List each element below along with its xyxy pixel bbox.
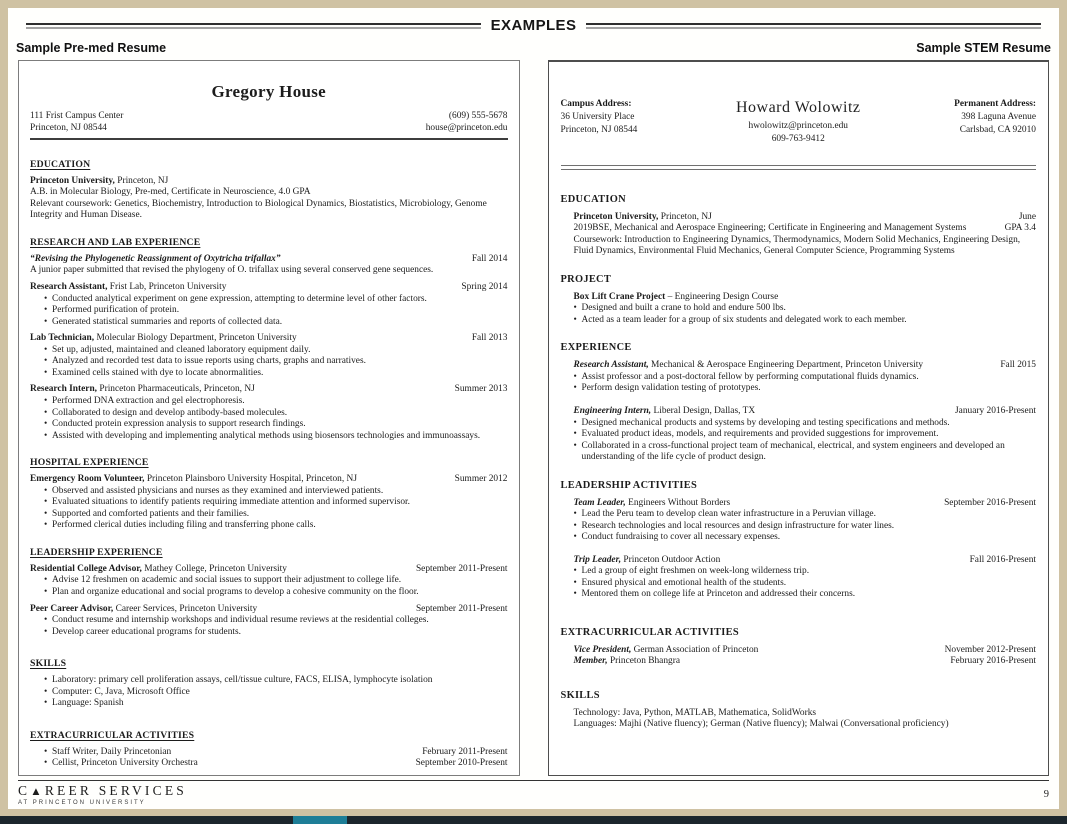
entry-heading: [574, 498, 1037, 510]
entry-title: Research Assistant,: [573, 360, 649, 371]
section-heading: EXTRACURRICULAR ACTIVITIES: [560, 627, 739, 639]
entry-subtitle: Engineers Without Borders: [625, 497, 731, 508]
bullet-list: [30, 396, 508, 442]
bullet-row: [30, 758, 508, 770]
bullet-row: [30, 747, 508, 759]
bullet-list: [574, 418, 1037, 464]
address-line: 398 Laguna Avenue: [961, 111, 1036, 122]
address-block: [30, 110, 123, 135]
resume-entry: [30, 176, 508, 222]
resume-section: [30, 658, 508, 710]
entry-heading: [574, 223, 1037, 235]
entry-subtitle: 2019BSE, Mechanical and Aerospace Engineering; Certificate in Engineering and Management Systems: [573, 223, 967, 234]
entry-date: January 2016-Present: [955, 405, 1036, 416]
page-footer: [18, 780, 1049, 806]
career-services-logo: [18, 783, 187, 806]
bullet-item: • Supported and comforted patients and their families.: [44, 509, 508, 521]
entry-heading: [30, 384, 508, 396]
entry-date: September 2011-Present: [415, 563, 508, 574]
entry-title: Peer Career Advisor,: [30, 603, 114, 614]
resume-entry: [574, 708, 1037, 731]
resume-sections: [30, 159, 508, 770]
contact-block: [426, 110, 508, 135]
bullet-item: • Examined cells stained with dye to locate abnormalities.: [44, 368, 508, 380]
address-line: 36 University Place: [560, 111, 635, 122]
entry-line: A junior paper submitted that revised the phylogeny of O. trifallax using several conserved gene sequences.: [30, 265, 434, 276]
premed-resume-box: [18, 60, 520, 776]
examples-banner: [8, 8, 1059, 34]
resume-entry: [30, 564, 508, 599]
address-line: Princeton, NJ 08544: [560, 124, 638, 135]
section-heading: EXPERIENCE: [560, 342, 632, 354]
entry-date: June: [1018, 211, 1036, 222]
resume-entry: [574, 406, 1037, 464]
bullet-item: • Led a group of eight freshmen on week-long wilderness trip.: [574, 566, 1037, 578]
entry-date: Fall 2013: [471, 333, 508, 344]
bullet-item: • Research technologies and local resources and design infrastructure for water lines.: [574, 521, 1037, 533]
entry-line: Languages: Majhi (Native fluency); German (Native fluency); Malwai (Conversational proficiency): [573, 719, 949, 730]
resume-name: Gregory House: [211, 82, 327, 101]
page-number: 9: [1043, 789, 1049, 800]
bullet-list: [30, 575, 508, 598]
resume-entry: [574, 360, 1037, 395]
brand-text: REER SERVICES: [44, 783, 187, 798]
stem-resume-label: Sample STEM Resume: [916, 41, 1051, 55]
phone-number: (609) 555-5678: [448, 110, 508, 121]
entry-line: Relevant coursework: Genetics, Biochemistry, Introduction to Biological Dynamics, Biostatistics, Microbiology, Genome Integrity and Human Disease.: [30, 198, 487, 221]
bullet-item: • Conducted protein expression analysis to support research findings.: [44, 419, 508, 431]
entry-date: Fall 2016-Present: [969, 554, 1036, 565]
entry-heading-text: [574, 645, 937, 657]
entry-heading-text: [574, 223, 997, 235]
resume-section: [561, 690, 1037, 731]
entry-heading-text: [30, 384, 447, 396]
bottom-edge-accent: [293, 816, 347, 824]
bullet-item: • Perform design validation testing of prototypes.: [574, 383, 1037, 395]
bullet-item: • Analyzed and recorded test data to issue reports using charts, graphs and narratives.: [44, 356, 508, 368]
entry-title: Emergency Room Volunteer,: [30, 474, 145, 485]
bullet-item: • Language: Spanish: [44, 698, 508, 710]
resume-section: [30, 730, 508, 770]
bullet-item: • Acted as a team leader for a group of six students and delegated work to each member.: [574, 315, 1037, 327]
permanent-address-label: Permanent Address:: [954, 99, 1036, 109]
resume-entry: [30, 747, 508, 770]
entry-line: Technology: Java, Python, MATLAB, Mathematica, SolidWorks: [573, 707, 817, 718]
resume-section: [561, 342, 1037, 463]
address-line: Princeton, NJ 08544: [30, 123, 107, 134]
brand-text: C: [18, 783, 31, 798]
bullet-list: [30, 486, 508, 532]
entry-title: Princeton University,: [573, 211, 659, 222]
bullet-item: • Assisted with developing and implementing analytical methods using biosensors technologies and immunoassays.: [44, 431, 508, 443]
entry-date: Spring 2014: [461, 281, 508, 292]
entry-title: Team Leader,: [573, 497, 626, 508]
resume-sections: [561, 194, 1037, 731]
resume-entry: [574, 498, 1037, 544]
entry-heading: [574, 360, 1037, 372]
entry-title: Member,: [573, 656, 608, 667]
campus-address-label: Campus Address:: [560, 99, 632, 109]
entry-date: September 2016-Present: [944, 497, 1036, 508]
entry-heading: [574, 292, 1037, 304]
entry-subtitle: Career Services, Princeton University: [113, 603, 258, 614]
entry-heading: [574, 555, 1037, 567]
entry-date: February 2016-Present: [950, 656, 1036, 667]
bullet-item: • Designed mechanical products and systems by developing and testing specifications and methods.: [574, 418, 1037, 430]
entry-subtitle: Princeton, NJ: [658, 211, 712, 222]
header-rule: [561, 165, 1037, 170]
section-heading: RESEARCH AND LAB EXPERIENCE: [30, 236, 201, 248]
section-heading: EDUCATION: [560, 193, 626, 205]
resume-section: [30, 159, 508, 222]
entry-heading: [30, 474, 508, 486]
resume-contact-row: [30, 110, 508, 135]
bullet-item: • Performed clerical duties including filing and transferring phone calls.: [44, 520, 508, 532]
stem-resume-box: [548, 60, 1050, 776]
triangle-a-icon: ▲: [30, 786, 45, 798]
resume-section: [30, 237, 508, 442]
bullet-item: • Computer: C, Java, Microsoft Office: [44, 687, 508, 699]
bullet-item: • Advise 12 freshmen on academic and social issues to support their adjustment to college life.: [44, 575, 508, 587]
entry-subtitle: German Association of Princeton: [631, 644, 759, 655]
entry-heading: [574, 645, 1037, 657]
entry-heading-text: [30, 254, 464, 266]
bottom-edge-bar: [0, 816, 1067, 824]
bullet-item: • Develop career educational programs for students.: [44, 627, 508, 639]
header-rule: [30, 138, 508, 140]
section-heading: HOSPITAL EXPERIENCE: [30, 457, 149, 469]
bullet-item: • Ensured physical and emotional health of the students.: [574, 578, 1037, 590]
resume-section: [561, 194, 1037, 258]
entry-subtitle: Mathey College, Princeton University: [141, 563, 287, 574]
entry-heading: [30, 333, 508, 345]
entry-subtitle: Princeton Pharmaceuticals, Princeton, NJ: [97, 384, 255, 395]
address-line: 111 Frist Campus Center: [30, 110, 124, 121]
entry-date: November 2012-Present: [944, 644, 1036, 655]
resume-entry: [30, 384, 508, 442]
brand-wordmark: [18, 783, 187, 799]
entry-line: Coursework: Introduction to Engineering Dynamics, Thermodynamics, Modern Solid Mechanics, Engineering Design, Fluid Dynamics, Environmental Fluid Mechanics, General Computer Science, Programming Systems: [573, 234, 1021, 257]
entry-heading-text: [574, 498, 937, 510]
resume-section: [30, 457, 508, 532]
entry-title: Lab Technician,: [30, 333, 95, 344]
bullet-item: • Assist professor and a post-doctoral fellow by performing computational fluids dynamics.: [574, 372, 1037, 384]
section-heading: LEADERSHIP EXPERIENCE: [30, 546, 163, 558]
entry-date: Fall 2014: [471, 253, 508, 264]
entry-heading-text: [30, 333, 464, 345]
bullet-item: • Observed and assisted physicians and nurses as they examined and interviewed patients.: [44, 486, 508, 498]
bullet-list: [30, 294, 508, 329]
entry-heading: [30, 254, 508, 266]
entry-title: Box Lift Crane Project: [573, 291, 666, 302]
name-block: [711, 98, 887, 147]
entry-heading-text: [30, 604, 408, 616]
bullet-item: • Evaluated situations to identify patients requiring immediate attention and informed supervisor.: [44, 497, 508, 509]
bullet-item: • Plan and organize educational and social programs to develop a cohesive community on the floor.: [44, 587, 508, 599]
resume-entry: [574, 645, 1037, 668]
entry-subtitle: Liberal Design, Dallas, TX: [651, 405, 756, 416]
entry-title: “Revising the Phylogenetic Reassignment of Oxytricha trifallax”: [30, 253, 281, 264]
email-address: hwolowitz@princeton.edu: [748, 120, 848, 131]
entry-heading: [30, 282, 508, 294]
resume-entry: [30, 254, 508, 277]
entry-heading-text: [574, 406, 948, 418]
entry-date: Fall 2015: [1000, 360, 1036, 371]
entry-title: Vice President,: [573, 644, 632, 655]
entry-title: Research Assistant,: [30, 281, 108, 292]
entry-subtitle: Princeton Outdoor Action: [621, 554, 721, 565]
entry-subtitle: Princeton Bhangra: [607, 656, 681, 667]
entry-heading: [574, 406, 1037, 418]
bullet-item: • Performed purification of protein.: [44, 305, 508, 317]
double-rule-right: [586, 23, 1041, 29]
bullet-item: • Performed DNA extraction and gel electrophoresis.: [44, 396, 508, 408]
section-heading: EXTRACURRICULAR ACTIVITIES: [30, 729, 195, 741]
bullet-item: • Cellist, Princeton University Orchestra: [44, 758, 198, 770]
bullet-list: [30, 615, 508, 638]
resume-section: [30, 547, 508, 638]
bullet-item: • Staff Writer, Daily Princetonian: [44, 747, 171, 759]
resume-entry: [30, 675, 508, 710]
bullet-item: • Lead the Peru team to develop clean water infrastructure in a Peruvian village.: [574, 509, 1037, 521]
section-heading: PROJECT: [560, 273, 612, 285]
section-heading: EDUCATION: [30, 158, 91, 170]
resume-entry: [30, 474, 508, 532]
entry-subtitle: Princeton, NJ: [114, 175, 169, 186]
entry-title: Trip Leader,: [573, 554, 622, 565]
entry-heading-text: [30, 474, 447, 486]
entry-date: GPA 3.4: [1004, 223, 1036, 234]
entry-heading: [574, 212, 1037, 224]
entry-title: Residential College Advisor,: [30, 563, 142, 574]
entry-subtitle: Frist Lab, Princeton University: [107, 281, 227, 292]
bullet-list: [574, 372, 1037, 395]
premed-resume-label: Sample Pre-med Resume: [16, 41, 167, 55]
entry-date: Summer 2012: [454, 474, 508, 485]
entry-subtitle: Princeton Plainsboro University Hospital, Princeton, NJ: [144, 474, 357, 485]
bullet-item: • Conducted analytical experiment on gene expression, attempting to determine level of other factors.: [44, 294, 508, 306]
resume-name: Howard Wolowitz: [735, 99, 861, 116]
entry-subtitle: – Engineering Design Course: [665, 291, 779, 302]
entry-date: Summer 2013: [454, 384, 508, 395]
entry-heading-text: [30, 564, 408, 576]
bullet-list: [574, 303, 1037, 326]
bullet-list: [30, 345, 508, 380]
address-line: Carlsbad, CA 92010: [959, 124, 1036, 135]
entry-heading-text: [30, 176, 508, 188]
resume-entry: [574, 555, 1037, 601]
entry-heading: [574, 656, 1037, 668]
entry-line: A.B. in Molecular Biology, Pre-med, Certificate in Neuroscience, 4.0 GPA: [30, 187, 311, 198]
bullet-item: • Conduct resume and internship workshops and individual resume reviews at the residential colleges.: [44, 615, 508, 627]
permanent-address-block: [886, 98, 1036, 147]
bullet-item: • Collaborated to design and develop antibody-based molecules.: [44, 408, 508, 420]
entry-heading: [30, 564, 508, 576]
contact-block: [711, 120, 887, 147]
section-heading: SKILLS: [560, 689, 600, 701]
entry-subtitle: Molecular Biology Department, Princeton University: [94, 333, 297, 344]
resume-entry: [30, 333, 508, 379]
entry-date: September 2011-Present: [415, 603, 508, 614]
entry-heading: [30, 176, 508, 188]
entry-heading-text: [574, 212, 1011, 224]
bullet-item: • Mentored them on college life at Princeton and addressed their concerns.: [574, 589, 1037, 601]
entry-heading-text: [574, 555, 962, 567]
resume-section: [561, 627, 1037, 668]
entry-title: Research Intern,: [30, 384, 98, 395]
phone-number: 609-763-9412: [771, 134, 825, 145]
email-address: house@princeton.edu: [425, 123, 508, 134]
entry-heading-text: [574, 360, 993, 372]
brand-tagline: AT PRINCETON UNIVERSITY: [18, 800, 146, 806]
resume-entry: [574, 212, 1037, 258]
bullet-item: • Evaluated product ideas, models, and requirements and provided suggestions for improvement.: [574, 429, 1037, 441]
bullet-item: • Laboratory: primary cell proliferation assays, cell/tissue culture, FACS, ELISA, lymphocyte isolation: [44, 675, 508, 687]
resume-entry: [574, 292, 1037, 327]
bullet-item: • Set up, adjusted, maintained and cleaned laboratory equipment daily.: [44, 345, 508, 357]
entry-heading-text: [574, 292, 1037, 304]
section-heading: LEADERSHIP ACTIVITIES: [560, 479, 698, 491]
bullet-list: [574, 566, 1037, 601]
entry-date: February 2011-Present: [422, 746, 508, 757]
resume-section: [561, 480, 1037, 601]
resume-entry: [30, 282, 508, 328]
entry-heading: [30, 604, 508, 616]
bullet-item: • Collaborated in a cross-functional project team of mechanical, electrical, and system engineers and developed an understanding of the life cycle of product design.: [574, 441, 1037, 464]
double-rule-left: [26, 23, 481, 29]
bullet-item: • Designed and built a crane to hold and endure 500 lbs.: [574, 303, 1037, 315]
resume-columns: [8, 60, 1059, 776]
entry-heading-text: [574, 656, 943, 668]
page-title: EXAMPLES: [490, 17, 577, 34]
entry-title: Princeton University,: [30, 175, 115, 186]
sample-labels: [8, 34, 1059, 60]
resume-header: [561, 98, 1037, 147]
section-heading: SKILLS: [30, 658, 67, 670]
bullet-list: [30, 675, 508, 710]
campus-address-block: [561, 98, 711, 147]
bullet-item: • Conduct fundraising to cover all necessary expenses.: [574, 532, 1037, 544]
bullet-item: • Generated statistical summaries and reports of collected data.: [44, 317, 508, 329]
document-page: [8, 8, 1059, 809]
entry-date: September 2010-Present: [415, 758, 508, 769]
entry-subtitle: Mechanical & Aerospace Engineering Department, Princeton University: [648, 360, 924, 371]
entry-title: Engineering Intern,: [573, 405, 652, 416]
resume-entry: [30, 604, 508, 639]
bullet-list: [574, 509, 1037, 544]
resume-section: [561, 274, 1037, 326]
entry-heading-text: [30, 282, 453, 294]
